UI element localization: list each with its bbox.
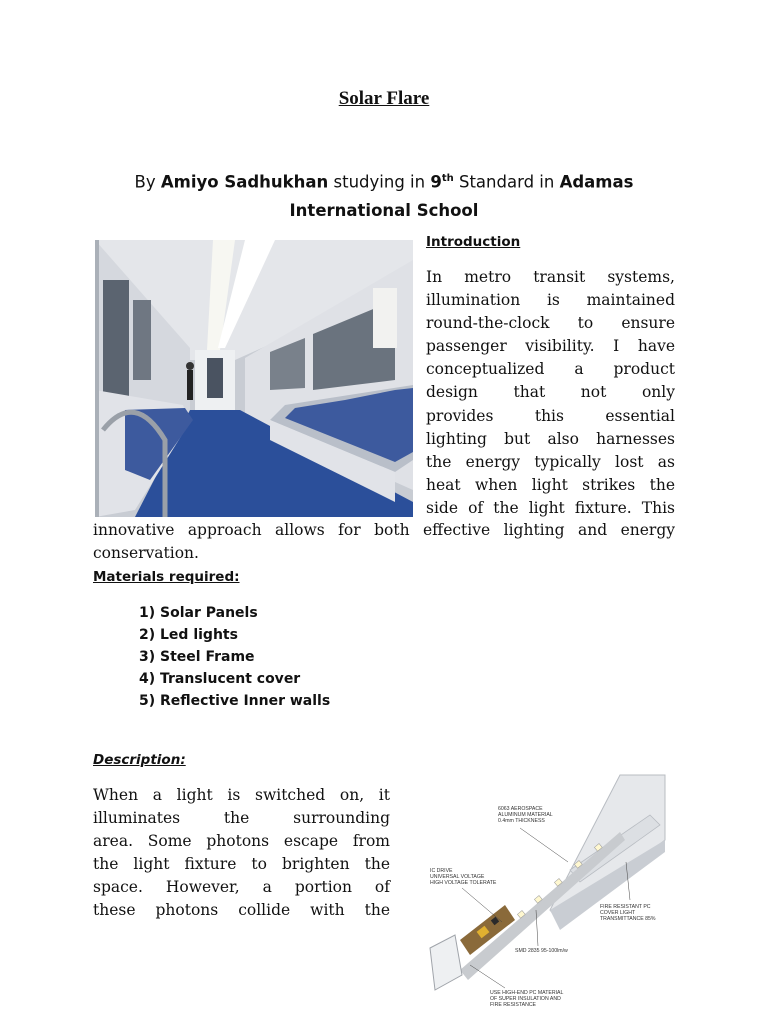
diagram-label: ALUMINUM MATERIAL [498,812,553,818]
byline-standard: Standard in [453,172,560,192]
diagram-label: USE HIGH-END PC MATERIAL [490,990,564,996]
description-line: these photons collide with the [93,901,390,920]
intro-line: illumination is maintained [426,291,675,310]
intro-line: the energy typically lost as [426,452,675,471]
grade-number: 9 [430,172,442,192]
description-paragraph [93,784,390,923]
document-title: Solar Flare [338,88,430,109]
diagram-label: UNIVERSAL VOLTAGE [430,874,485,880]
author-name: Amiyo Sadhukhan [160,172,329,192]
diagram-label: 6063 AEROSPACE [498,806,543,812]
description-line: area. Some photons escape from [93,832,390,851]
materials-item: 5) Reflective Inner walls [139,693,331,709]
materials-item: 3) Steel Frame [139,649,255,665]
intro-line: lighting but also harnesses [426,429,675,448]
intro-line: passenger visibility. I have [426,337,675,356]
intro-line: conservation. [93,544,199,563]
intro-line: provides this essential [426,406,675,425]
description-line: illuminates the surrounding [93,809,390,828]
diagram-label: FIRE RESISTANCE [490,1002,537,1008]
diagram-label: OF SUPER INSULATION AND [490,996,561,1002]
intro-line: design that not only [426,383,675,402]
description-line: When a light is switched on, it [93,786,390,804]
introduction-heading: Introduction [426,234,521,250]
byline-prefix: By [134,172,161,192]
description-line: the light fixture to brighten the [93,855,390,874]
intro-line: round-the-clock to ensure [426,314,675,333]
intro-line: innovative approach allows for both effective lighting and energy [93,521,675,539]
intro-line: heat when light strikes the [426,475,675,494]
diagram-label: IC DRIVE [430,868,453,874]
description-line: space. However, a portion of [93,878,390,897]
materials-list [139,602,330,712]
diagram-label: FIRE RESISTANT PC [600,904,651,910]
diagram-label: HIGH VOLTAGE TOLERATE [430,880,497,886]
diagram-label: SMD 2835 95-100lm/w [515,948,568,954]
school-name: Adamas International School [289,172,634,220]
materials-item: 4) Translucent cover [139,671,301,687]
materials-item: 2) Led lights [139,627,238,643]
materials-item: 1) Solar Panels [139,605,258,621]
description-heading: Description: [93,752,186,768]
intro-line: In metro transit systems, [426,268,675,286]
materials-heading: Materials required: [93,569,240,585]
diagram-label: 0.4mm THICKNESS [498,818,545,824]
diagram-label: COVER LIGHT [600,910,636,916]
intro-line: side of the light fixture. This [426,498,675,517]
led-fixture-diagram [420,770,670,1020]
diagram-label: TRANSMITTANCE 85% [600,916,656,922]
byline-studying: studying in [328,172,431,192]
metro-car-interior-photo [95,240,413,517]
grade-suffix: th [441,173,454,184]
intro-line: conceptualized a product [426,360,675,379]
introduction-paragraph [426,266,675,520]
author-byline [120,165,648,225]
introduction-continuation [93,519,675,565]
